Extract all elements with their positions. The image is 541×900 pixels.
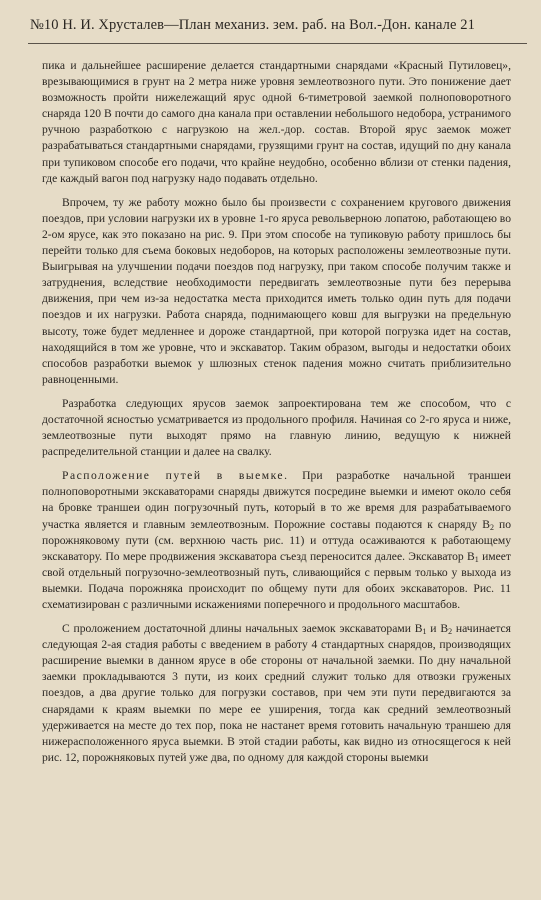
paragraph-1: пика и дальнейшее расширение делается стандартными снарядами «Красный Путиловец», врезывающимися в грунт на 2 метра ниже уровня землеотвозного пути. Это понижение дает возможность пройти нижележащий ярус одной 6-тиметровой заемкой полноповоротного снаряда 120 В почти до самого дна канала при оставлении небольшого недобора, устранимого ручною разработкою с нагрузкою на жел.-дор. состав. Второй ярус заемок может разрабатываться стандартными снарядами, грузящими грунт на состав, идущий по дну канала при тупиковом способе его подачи, что крайне неудобно, особенно вблизи от стенки падения, где каждый вагон под нагрузку надо подавать отдельно. (42, 59, 511, 185)
body-text (42, 58, 511, 774)
section-heading: Расположение путей в выемке. (62, 469, 289, 483)
paragraph-4 (42, 468, 511, 613)
paragraph-5 (42, 621, 511, 766)
paragraph-2: Впрочем, ту же работу можно было бы произвести с сохранением кругового движения поездов, при условии нагрузки их в уровне 1-го яруса револьверною лопатою, работающею во 2-ом ярусе, как это показано на рис. 9. При этом способе на тупиковую работу пришлось бы перейти только для съема боковых недоборов, на которых расположены землеотвозные пути. Выигрывая на улучшении подачи поездов под нагрузку, при таком способе получим также и затруднения, вследствие необходимости передвигать землеотвозные пути без перерыва движения, при чем из-за недостатка места приходится иметь только один путь для подачи поездов и их нагрузки. Работа снаряда, поднимающего ковш для выгрузки на предельную высоту, тоже будет медленнее и дороже стандартной, при которой погрузка идет на состав, находящийся в том же уровне, что и экскаватор. Таким образом, выгоды и недостатки обоих способов разработки выемок у шлюзных стенок падения можно считать приблизительно равноценными. (42, 195, 511, 386)
paragraph-3: Разработка следующих ярусов заемок запроектирована тем же способом, что с достаточной ясностью усматривается из продольного профиля. Начиная со 2-го яруса и ниже, землеотвозные пути выходят прямо на главную линию, ведущую к нижней распределительной станции и далее на свалку. (42, 396, 511, 459)
subscript: 1 (422, 627, 427, 637)
paragraph-4-text-b: по порожняковому пути (см. верхнюю часть рис. 11) и оттуда осаживаются к работающему экскаватору. По мере продвижения экскаватора съезд переносится далее. Экскаватор В (42, 517, 512, 563)
subscript: 2 (448, 627, 453, 637)
paragraph-5-text-a: С проложением достаточной длины начальных заемок экскаваторами В (62, 622, 423, 636)
running-head: №10 Н. И. Хрусталев—План механиз. зем. раб. на Вол.-Дон. канале 21 (30, 17, 475, 33)
subscript: 1 (474, 554, 479, 564)
header-rule (28, 43, 527, 44)
paragraph-5-text-c: начинается следующая 2-ая стадия работы с введением в работу 4 стандартных снарядов, производящих расширение выемки в данном ярусе в обе стороны от начальной заемки. По дну начальной заемки прокладываются 3 пути, из коих средний служит только для отвозки груженых поездов, а два другие только для погрузки составов, при чем эти пути передвигаются за снарядами к краям выемки по мере ее уширения, тогда как средний землеотвозный удерживается на месте до тех пор, пока не настанет время готовить начальную траншею для нижерасположенного яруса выемки. В этой стадии работы, как видно из относящегося к ней рис. 12, порожняковых путей уже два, по одному для каждой стороны выемки (42, 622, 512, 764)
paragraph-5-text-b: и В (426, 622, 449, 636)
subscript: 2 (489, 522, 494, 532)
paragraph-4-text-c: имеет свой отдельный погрузочно-землеотвозный путь, сливающийся с первым только у выхода из выемки. Подача порожняка происходит по общему пути для обоих экскаваторов. Рис. 11 схематизирован с различными искажениями поперечного и продольного масштабов. (42, 549, 511, 611)
paragraph-4-text-a: При разработке начальной траншеи полноповоротными экскаваторами снаряды движутся посредине выемки и имеют около себя на бровке траншеи один погрузочный путь, который в то же время для разрабатываемого участка является и главным землеотвозным. Порожние составы подаются к снаряду В (42, 469, 511, 531)
